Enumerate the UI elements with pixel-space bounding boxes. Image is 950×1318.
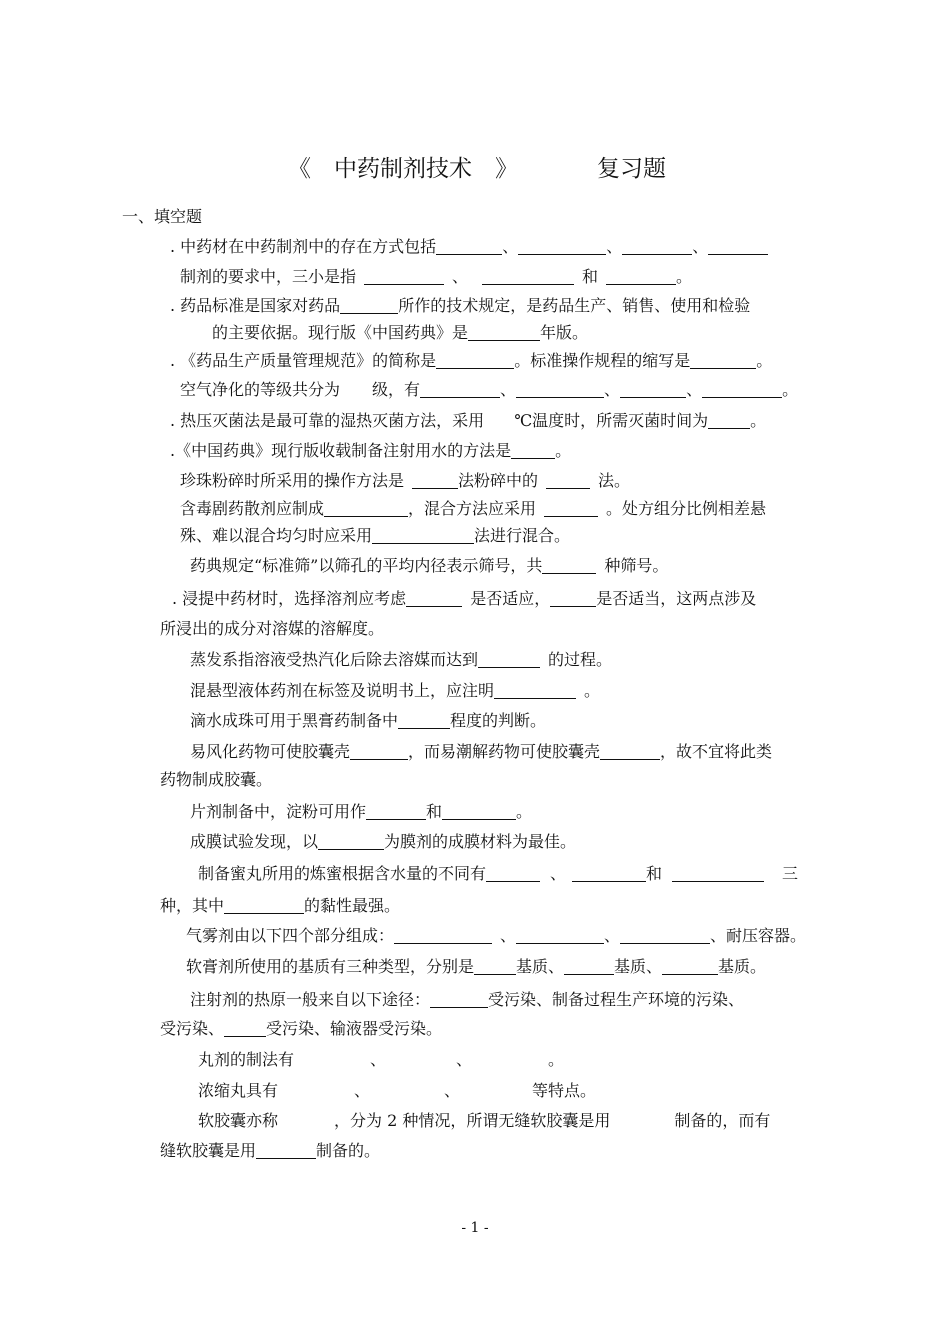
blank <box>436 238 502 255</box>
question-line: 气雾剂由以下四个部分组成： 、 、 、耐压容器。 <box>186 926 807 945</box>
blank <box>702 381 782 398</box>
blank <box>622 238 692 255</box>
question-line: . 药品标准是国家对药品 所作的技术规定，是药品生产、销售、使用和检验 <box>170 296 751 315</box>
blank <box>662 958 718 975</box>
question-line: 药典规定“标准筛”以筛孔的平均内径表示筛号，共 种筛号。 <box>190 556 669 575</box>
blank <box>708 238 768 255</box>
blank <box>406 590 462 607</box>
blank <box>606 268 676 285</box>
blank <box>224 1020 266 1037</box>
question-line: 珍珠粉碎时所采用的操作方法是 法粉碎中的 法。 <box>180 471 631 490</box>
document-title-right: 复习题 <box>597 156 666 182</box>
question-line: 殊、难以混合均匀时应采用 法进行混合。 <box>180 526 571 545</box>
blank <box>340 297 398 314</box>
question-line: 制剂的要求中，三小是指 、 和 。 <box>180 267 693 286</box>
blank <box>486 865 540 882</box>
question-line: 所浸出的成分对溶媒的溶解度。 <box>160 619 385 638</box>
blank <box>564 958 614 975</box>
blank <box>550 590 596 607</box>
question-line: 浓缩丸具有 、 、 等特点。 <box>198 1081 597 1100</box>
blank <box>516 927 604 944</box>
blank <box>708 412 750 429</box>
question-line: 成膜试验发现，以 为膜剂的成膜材料为最佳。 <box>190 832 577 851</box>
question-line: 注射剂的热原一般来自以下途径： 受污染、制备过程生产环境的污染、 <box>190 990 745 1009</box>
document-title-left: 《 中药制剂技术 》 <box>288 156 518 182</box>
question-line: 片剂制备中，淀粉可用作 和 。 <box>190 802 533 821</box>
blank <box>494 682 576 699</box>
blank <box>324 500 408 517</box>
question-line: 制备蜜丸所用的炼蜜根据含水量的不同有 、 和 三 <box>198 864 799 883</box>
blank <box>256 1142 316 1159</box>
blank <box>442 803 516 820</box>
question-line: 混悬型液体药剂在标签及说明书上，应注明 。 <box>190 681 601 700</box>
blank <box>364 268 444 285</box>
blank <box>394 927 492 944</box>
blank <box>398 712 450 729</box>
blank <box>518 238 606 255</box>
blank <box>572 865 646 882</box>
blank <box>372 527 474 544</box>
blank <box>544 500 598 517</box>
blank <box>420 381 500 398</box>
blank <box>620 381 686 398</box>
blank <box>690 352 756 369</box>
blank <box>436 352 514 369</box>
blank <box>412 472 458 489</box>
blank <box>366 803 426 820</box>
question-line: 软膏剂所使用的基质有三种类型，分别是 基质、 基质、 基质。 <box>186 957 767 976</box>
blank <box>474 958 516 975</box>
question-line: 丸剂的制法有 、 、 。 <box>198 1050 565 1069</box>
section-heading: 一、填空题 <box>122 207 203 226</box>
question-line: . 热压灭菌法是最可靠的湿热灭菌方法，采用 ℃温度时，所需灭菌时间为 。 <box>170 411 767 430</box>
blank <box>600 743 660 760</box>
blank <box>672 865 764 882</box>
question-line: . 浸提中药材时，选择溶剂应考虑 是否适应， 是否适当，这两点涉及 <box>172 589 757 608</box>
question-line: 缝软胶囊是用 制备的。 <box>160 1141 381 1160</box>
blank <box>482 268 574 285</box>
blank <box>224 897 304 914</box>
question-line: 含毒剧药散剂应制成 ，混合方法应采用 。处方组分比例相差悬 <box>180 499 767 518</box>
question-line: . 中药材在中药制剂中的存在方式包括 、 、 、 <box>170 237 768 257</box>
blank <box>468 324 540 341</box>
question-line: 空气净化的等级共分为 级，有 、 、 、 。 <box>180 380 799 399</box>
blank <box>620 927 710 944</box>
question-line: 药物制成胶囊。 <box>160 770 273 789</box>
question-line: 滴水成珠可用于黑膏药制备中 程度的判断。 <box>190 711 547 730</box>
blank <box>350 743 408 760</box>
question-line: . 《药品生产质量管理规范》的简称是 。标准操作规程的缩写是 。 <box>170 351 773 370</box>
question-line: 易风化药物可使胶囊壳 ，而易潮解药物可使胶囊壳 ，故不宜将此类 <box>190 742 773 761</box>
question-line: 受污染、 受污染、输液器受污染。 <box>160 1019 443 1038</box>
question-line: .《中国药典》现行版收载制备注射用水的方法是 。 <box>170 441 572 460</box>
blank <box>318 833 384 850</box>
question-line: 种，其中 的黏性最强。 <box>160 896 401 915</box>
blank <box>546 472 590 489</box>
question-line: 蒸发系指溶液受热汽化后除去溶媒而达到 的过程。 <box>190 650 613 669</box>
blank <box>478 651 540 668</box>
blank <box>511 442 555 459</box>
blank <box>542 557 596 574</box>
blank <box>430 991 488 1008</box>
blank <box>516 381 604 398</box>
question-line: 的主要依据。现行版《中国药典》是 年版。 <box>212 323 589 342</box>
question-line: 软胶囊亦称 ，分为 2 种情况，所谓无缝软胶囊是用 制备的，而有 <box>198 1111 771 1130</box>
page-number: - 1 - <box>461 1220 489 1236</box>
